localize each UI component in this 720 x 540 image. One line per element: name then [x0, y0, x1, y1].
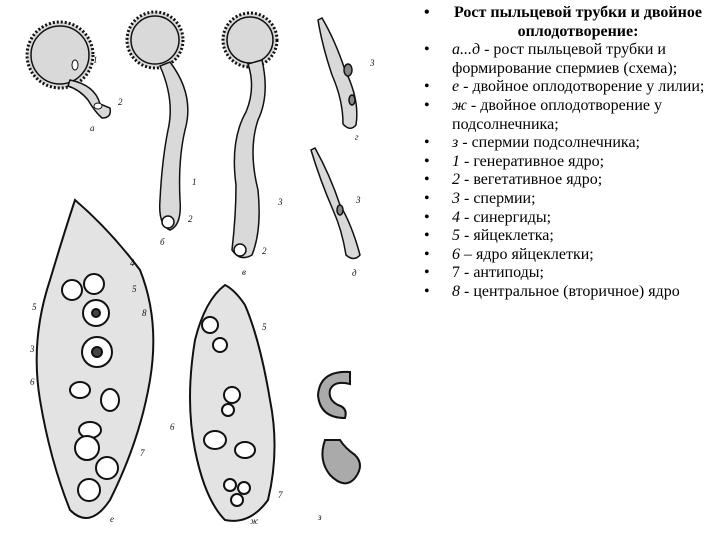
label-n7-zh: 7	[278, 490, 283, 500]
caption-text: - синергиды;	[460, 208, 552, 226]
caption-text: - рост пыльцевой трубки и формирование спермиев (схема);	[452, 41, 678, 77]
label-n3-g: 3	[370, 58, 375, 68]
label-n5-e-right: 5	[132, 284, 137, 294]
caption-text: - спермии;	[460, 189, 536, 207]
label-n8-e: 8	[142, 308, 147, 318]
label-stage-zh: ж	[250, 516, 259, 526]
caption-item	[418, 190, 718, 209]
label-n5-zh: 5	[262, 322, 267, 332]
caption-item	[418, 78, 718, 97]
caption-key: 5	[452, 227, 460, 245]
stage-g-tube-tip	[318, 18, 357, 128]
caption-text: - генеративное ядро;	[460, 152, 605, 170]
caption-key: 6	[452, 245, 460, 263]
label-n5-e-left: 5	[32, 302, 37, 312]
caption-key: 3	[452, 189, 460, 207]
caption-item	[418, 171, 718, 190]
caption-key: е	[452, 78, 460, 96]
stage-z-sperms	[318, 372, 360, 483]
label-n6-e: 6	[30, 377, 35, 387]
label-n2-b: 2	[188, 214, 193, 224]
caption-key: 1	[452, 152, 460, 170]
label-n4-e: 4	[130, 258, 135, 268]
caption-key: 8	[452, 282, 460, 300]
caption-text: - центральное (вторичное) ядро	[460, 282, 680, 300]
label-stage-b: б	[160, 237, 165, 247]
label-stage-g: г	[355, 132, 359, 142]
label-n1-b: 1	[192, 177, 197, 187]
caption-text: – ядро яйцеклетки;	[460, 245, 594, 263]
stage-b-pollen-tube	[127, 12, 188, 230]
figure-caption	[418, 4, 718, 302]
caption-item	[418, 134, 718, 153]
caption-title: • Рост пыльцевой трубки и двойное оплодотворение:	[418, 4, 718, 41]
caption-item	[418, 246, 718, 265]
stage-a-pollen-grain	[27, 22, 110, 118]
label-n6-zh: 6	[170, 422, 175, 432]
stage-e-lily-embryo-sac	[37, 200, 154, 518]
stage-v-pollen-tube	[223, 13, 277, 258]
caption-item	[418, 283, 718, 302]
label-stage-a: а	[90, 123, 95, 133]
caption-key: з	[452, 134, 459, 152]
label-stage-z: з	[318, 512, 322, 522]
label-n3-v: 3	[278, 197, 283, 207]
caption-text: - двойное оплодотворение у лилии;	[459, 78, 705, 96]
label-stage-e: е	[110, 514, 114, 524]
caption-text: - антиподы;	[460, 264, 544, 282]
caption-item	[418, 227, 718, 246]
caption-text: - двойное оплодотворение у подсолнечника;	[452, 96, 663, 133]
caption-item	[418, 264, 718, 283]
label-n3-d: 3	[356, 195, 361, 205]
caption-key: а...д	[452, 41, 481, 59]
stage-d-tube-tip	[311, 148, 360, 259]
caption-key: 7	[452, 264, 460, 282]
caption-item	[418, 209, 718, 228]
label-stage-v: в	[242, 267, 246, 277]
caption-item	[418, 41, 718, 78]
label-n7-e: 7	[140, 448, 145, 458]
label-n1-a: 1	[93, 55, 98, 65]
label-n3-e: 3	[30, 344, 35, 354]
label-n2-a: 2	[118, 97, 123, 107]
caption-key: 2	[452, 171, 460, 189]
caption-text: - вегетативное ядро;	[460, 171, 603, 189]
stage-zh-sunflower-embryo-sac	[190, 285, 275, 521]
caption-item	[418, 153, 718, 172]
caption-key: 4	[452, 208, 460, 226]
caption-text: - яйцеклетка;	[460, 227, 554, 245]
caption-text: - спермии подсолнечника;	[458, 134, 640, 152]
caption-key: ж	[452, 96, 467, 114]
label-stage-d: д	[352, 268, 357, 278]
label-n2-v: 2	[262, 246, 267, 256]
caption-item	[418, 97, 718, 134]
